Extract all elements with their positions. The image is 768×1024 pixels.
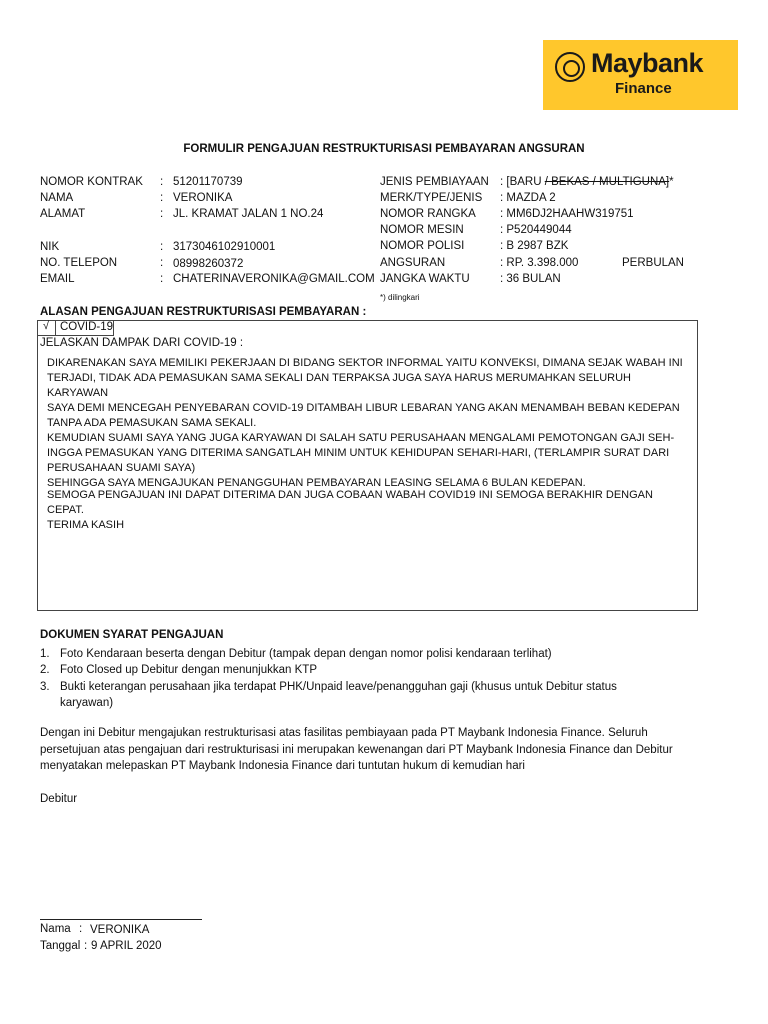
field-sep: : <box>160 208 164 220</box>
field-value-merk: : MAZDA 2 <box>500 192 556 204</box>
impact-paragraph-1: DIKARENAKAN SAYA MEMILIKI PEKERJAAN DI BIDANG SEKTOR INFORMAL YAITU KONVEKSI, DIMANA SEJAK WABAH INI TERJADI, TIDAK ADA PEMASUKAN SAMA SEKALI DAN TERPAKSA JUGA SAYA HARUS MERUMAHKAN SELURUH KARYAWAN SAYA DEMI MENCEGAH PENYEBARAN COVID-19 DITAMBAH LIBUR LEBARAN YANG AKAN MENAMBAH BEBAN KEDEPAN TANPA ADA PEMASUKAN SAMA SEKALI. KEMUDIAN SUAMI SAYA YANG JUGA KARYAWAN DI SALAH SATU PERUSAHAAN MENGALAMI PEMOTONGAN GAJI SEH- INGGA PEMASUKAN YANG DITERIMA SANGATLAH MINIM UNTUK KEHIDUPAN SEHARI-HARI, (TERLAMPIR SURAT DARI PERUSAHAAN SUAMI SAYA) SEHINGGA SAYA MENGAJUKAN PENANGGUHAN PEMBAYARAN LEASING SELAMA 6 BULAN KEDEPAN. <box>47 357 683 489</box>
tiger-emblem-icon <box>555 52 585 82</box>
sig-date-sep: : <box>84 940 88 952</box>
reason-option: COVID-19 <box>60 321 114 333</box>
field-label: MERK/TYPE/JENIS <box>380 192 483 204</box>
sig-name-sep: : <box>79 923 83 935</box>
field-sep: : <box>160 273 164 285</box>
statement: Dengan ini Debitur mengajukan restrukturisasi atas fasilitas pembiayaan pada PT Maybank Indonesia Finance. Seluruh persetujuan atas pengajuan dari restrukturisasi ini merupakan kewenangan dari PT Maybank Indonesia Finance dan Debitur menyatakan melepaskan PT Maybank Indonesia Finance dari tuntutan hukum di kemudian hari <box>40 727 673 772</box>
field-value-nik: 3173046102910001 <box>173 241 276 253</box>
debitur-label: Debitur <box>40 793 78 805</box>
field-label: NOMOR RANGKA <box>380 208 476 220</box>
signature-line <box>40 919 202 920</box>
maybank-finance-logo <box>543 40 738 110</box>
field-label: EMAIL <box>40 273 75 285</box>
footnote: *) dilingkari <box>380 293 420 302</box>
field-value-rangka: : MM6DJ2HAAHW319751 <box>500 208 634 220</box>
struck-options: / BEKAS / MULTIGUNA] <box>544 176 670 188</box>
field-value-polisi: : B 2987 BZK <box>500 240 569 252</box>
field-label: NOMOR MESIN <box>380 224 464 236</box>
form-title: FORMULIR PENGAJUAN RESTRUKTURISASI PEMBAYARAN ANGSURAN <box>183 143 585 155</box>
field-label: ALAMAT <box>40 208 86 220</box>
field-label: NIK <box>40 241 60 253</box>
field-label: ANGSURAN <box>380 257 446 269</box>
field-label: NOMOR POLISI <box>380 240 465 252</box>
reason-option-cell <box>56 320 114 336</box>
field-sep: : <box>160 192 164 204</box>
field-label: NO. TELEPON <box>40 257 118 269</box>
field-value-telepon: 08998260372 <box>173 258 244 270</box>
sig-name-label: Nama <box>40 923 71 935</box>
field-value-mesin: : P520449044 <box>500 224 572 236</box>
logo-sub: Finance <box>615 80 672 97</box>
logo-brand: Maybank <box>591 48 704 78</box>
check-mark: √ <box>37 320 56 336</box>
field-sep: : <box>160 241 164 253</box>
field-label: NOMOR KONTRAK <box>40 176 143 188</box>
sig-date-label: Tanggal <box>40 940 81 952</box>
reason-heading: ALASAN PENGAJUAN RESTRUKTURISASI PEMBAYARAN : <box>40 306 367 318</box>
field-label: JANGKA WAKTU <box>380 273 470 285</box>
field-value-angsuran: : RP. 3.398.000 <box>500 257 579 269</box>
field-label: NAMA <box>40 192 74 204</box>
docs-heading: DOKUMEN SYARAT PENGAJUAN <box>40 629 224 641</box>
field-value-jenis-pembiayaan: : [BARU / BEKAS / MULTIGUNA]* <box>500 176 674 188</box>
field-value-period: PERBULAN <box>622 257 684 269</box>
field-sep: : <box>160 257 164 269</box>
field-value-jangka: : 36 BULAN <box>500 273 561 285</box>
sig-date-value: 9 APRIL 2020 <box>91 940 162 952</box>
field-value-nama: VERONIKA <box>173 192 233 204</box>
field-value-nomor-kontrak: 51201170739 <box>173 176 243 188</box>
field-value-email: CHATERINAVERONIKA@GMAIL.COM <box>173 273 375 285</box>
impact-paragraph-2: SEMOGA PENGAJUAN INI DAPAT DITERIMA DAN JUGA COBAAN WABAH COVID19 INI SEMOGA BERAKHIR DENGAN CEPAT. TERIMA KASIH <box>47 489 653 531</box>
field-sep: : <box>160 176 164 188</box>
impact-label: JELASKAN DAMPAK DARI COVID-19 : <box>40 337 244 349</box>
field-label: JENIS PEMBIAYAAN <box>380 176 489 188</box>
field-value-alamat: JL. KRAMAT JALAN 1 NO.24 <box>173 208 324 220</box>
sig-name-value: VERONIKA <box>90 924 150 936</box>
